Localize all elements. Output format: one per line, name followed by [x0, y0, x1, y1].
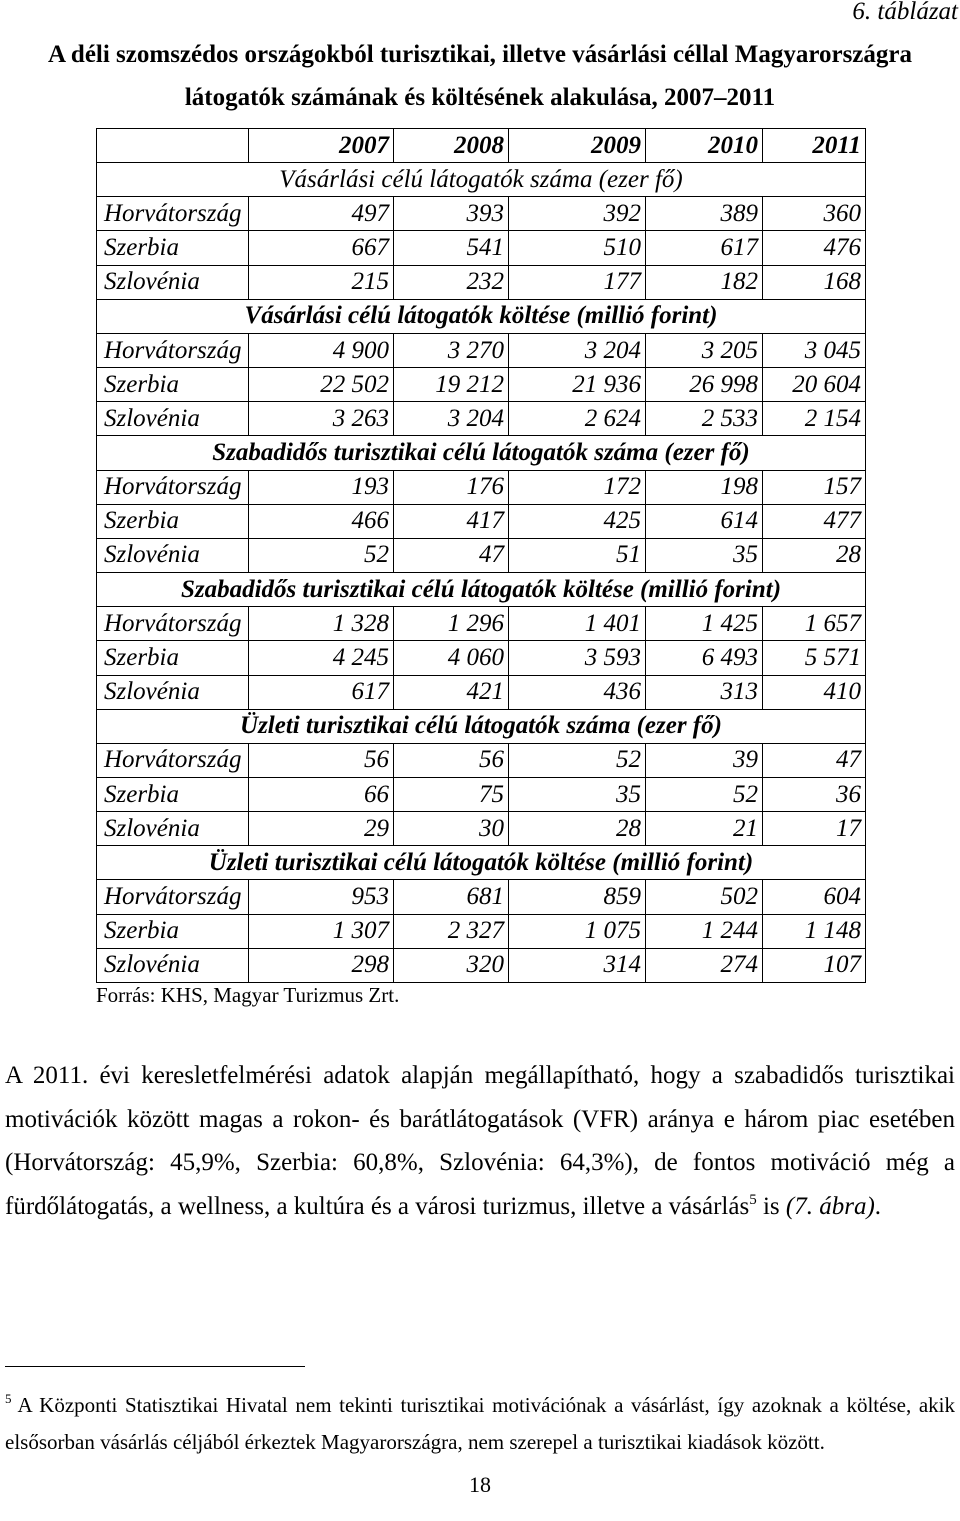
- value-cell: 3 270: [394, 333, 509, 367]
- value-cell: 2 624: [509, 402, 646, 436]
- year-header: 2009: [509, 129, 646, 163]
- section-title-row: [97, 163, 866, 197]
- value-cell: 604: [763, 880, 866, 914]
- value-cell: 193: [249, 470, 394, 504]
- footnote-reference: 5: [749, 1192, 757, 1209]
- table-row: [97, 641, 866, 675]
- value-cell: 313: [646, 675, 763, 709]
- body-paragraph: [5, 1054, 955, 1229]
- table-row: [97, 231, 866, 265]
- year-header: 2007: [249, 129, 394, 163]
- value-cell: 6 493: [646, 641, 763, 675]
- table-row: [97, 812, 866, 846]
- section-title: Üzleti turisztikai célú látogatók száma (ezer fő): [97, 709, 866, 743]
- value-cell: 107: [763, 948, 866, 982]
- value-cell: 29: [249, 812, 394, 846]
- section-title-row: [97, 573, 866, 607]
- section-title: Szabadidős turisztikai célú látogatók költése (millió forint): [97, 573, 866, 607]
- value-cell: 617: [646, 231, 763, 265]
- value-cell: 425: [509, 504, 646, 538]
- value-cell: 215: [249, 265, 394, 299]
- value-cell: 52: [509, 743, 646, 777]
- value-cell: 1 307: [249, 914, 394, 948]
- paragraph-line: [5, 1185, 955, 1229]
- country-cell: Horvátország: [97, 470, 249, 504]
- value-cell: 502: [646, 880, 763, 914]
- footnote-line: [5, 1387, 955, 1424]
- section-title: Vásárlási célú látogatók száma (ezer fő): [97, 163, 866, 197]
- value-cell: 298: [249, 948, 394, 982]
- value-cell: 360: [763, 197, 866, 231]
- value-cell: 389: [646, 197, 763, 231]
- statistics-table: [96, 128, 866, 983]
- value-cell: 3 204: [509, 333, 646, 367]
- footnote: [5, 1387, 955, 1461]
- value-cell: 3 263: [249, 402, 394, 436]
- paragraph-text: .: [874, 1193, 882, 1221]
- value-cell: 19 212: [394, 368, 509, 402]
- page-number: 18: [469, 1472, 491, 1497]
- value-cell: 436: [509, 675, 646, 709]
- value-cell: 168: [763, 265, 866, 299]
- footnote-marker: 5: [5, 1391, 12, 1406]
- value-cell: 1 148: [763, 914, 866, 948]
- country-cell: Horvátország: [97, 743, 249, 777]
- country-cell: Szlovénia: [97, 948, 249, 982]
- value-cell: 859: [509, 880, 646, 914]
- value-cell: 1 401: [509, 607, 646, 641]
- value-cell: 39: [646, 743, 763, 777]
- value-cell: 28: [509, 812, 646, 846]
- value-cell: 466: [249, 504, 394, 538]
- value-cell: 274: [646, 948, 763, 982]
- value-cell: 232: [394, 265, 509, 299]
- section-title-row: [97, 846, 866, 880]
- table-title-line: látogatók számának és költésének alakulása, 2007–2011: [184, 84, 776, 111]
- table-row: [97, 504, 866, 538]
- value-cell: 410: [763, 675, 866, 709]
- table-row: [97, 470, 866, 504]
- table-row: [97, 948, 866, 982]
- table-row: [97, 777, 866, 811]
- country-cell: Szerbia: [97, 641, 249, 675]
- paragraph-line: motivációk között magas a rokon- és barátlátogatások (VFR) aránya e három piac esetében: [5, 1105, 955, 1133]
- country-cell: Horvátország: [97, 607, 249, 641]
- value-cell: 4 060: [394, 641, 509, 675]
- section-title-row: [97, 299, 866, 333]
- country-cell: Szlovénia: [97, 812, 249, 846]
- value-cell: 35: [646, 538, 763, 572]
- value-cell: 36: [763, 777, 866, 811]
- value-cell: 17: [763, 812, 866, 846]
- table-number-label: 6. táblázat: [852, 0, 958, 25]
- value-cell: 52: [249, 538, 394, 572]
- paragraph-text: fürdőlátogatás, a wellness, a kultúra és a városi turizmus, illetve a vásárlás: [5, 1193, 750, 1221]
- country-cell: Horvátország: [97, 197, 249, 231]
- country-cell: Szlovénia: [97, 402, 249, 436]
- value-cell: 314: [509, 948, 646, 982]
- table-row: [97, 675, 866, 709]
- table-row: [97, 368, 866, 402]
- value-cell: 4 245: [249, 641, 394, 675]
- value-cell: 56: [249, 743, 394, 777]
- value-cell: 953: [249, 880, 394, 914]
- value-cell: 1 425: [646, 607, 763, 641]
- country-cell: Szerbia: [97, 504, 249, 538]
- value-cell: 1 244: [646, 914, 763, 948]
- table-title: [0, 33, 960, 119]
- value-cell: 2 327: [394, 914, 509, 948]
- section-title-row: [97, 709, 866, 743]
- value-cell: 477: [763, 504, 866, 538]
- value-cell: 3 205: [646, 333, 763, 367]
- value-cell: 2 154: [763, 402, 866, 436]
- country-cell: Horvátország: [97, 333, 249, 367]
- value-cell: 667: [249, 231, 394, 265]
- table-title-line: A déli szomszédos országokból turisztikai, illetve vásárlási céllal Magyarországra: [47, 41, 912, 68]
- value-cell: 541: [394, 231, 509, 265]
- value-cell: 4 900: [249, 333, 394, 367]
- year-header: 2010: [646, 129, 763, 163]
- value-cell: 35: [509, 777, 646, 811]
- value-cell: 22 502: [249, 368, 394, 402]
- value-cell: 52: [646, 777, 763, 811]
- country-cell: Szerbia: [97, 368, 249, 402]
- value-cell: 614: [646, 504, 763, 538]
- table-row: [97, 880, 866, 914]
- country-cell: Szlovénia: [97, 538, 249, 572]
- value-cell: 392: [509, 197, 646, 231]
- value-cell: 1 296: [394, 607, 509, 641]
- year-header: 2008: [394, 129, 509, 163]
- value-cell: 157: [763, 470, 866, 504]
- year-header: 2011: [763, 129, 866, 163]
- table-row: [97, 333, 866, 367]
- value-cell: 681: [394, 880, 509, 914]
- value-cell: 3 045: [763, 333, 866, 367]
- value-cell: 2 533: [646, 402, 763, 436]
- value-cell: 56: [394, 743, 509, 777]
- figure-reference: (7. ábra): [785, 1193, 875, 1221]
- value-cell: 176: [394, 470, 509, 504]
- country-cell: Szlovénia: [97, 265, 249, 299]
- paragraph-line: (Horvátország: 45,9%, Szerbia: 60,8%, Szlovénia: 64,3%), de fontos motiváció még a: [5, 1149, 955, 1177]
- value-cell: 182: [646, 265, 763, 299]
- section-title: Vásárlási célú látogatók költése (millió forint): [97, 299, 866, 333]
- value-cell: 172: [509, 470, 646, 504]
- value-cell: 26 998: [646, 368, 763, 402]
- section-title-row: [97, 436, 866, 470]
- footnote-text: A Központi Statisztikai Hivatal nem tekinti turisztikai motivációnak a vásárlást, így azoknak a költése, akik: [17, 1393, 955, 1417]
- value-cell: 3 593: [509, 641, 646, 675]
- table-row: [97, 265, 866, 299]
- table-row: [97, 743, 866, 777]
- value-cell: 393: [394, 197, 509, 231]
- table-row: [97, 402, 866, 436]
- value-cell: 47: [763, 743, 866, 777]
- country-cell: Szerbia: [97, 914, 249, 948]
- section-title: Üzleti turisztikai célú látogatók költése (millió forint): [97, 846, 866, 880]
- country-cell: Szerbia: [97, 777, 249, 811]
- value-cell: 617: [249, 675, 394, 709]
- paragraph-text: is: [756, 1193, 786, 1221]
- table-row: [97, 197, 866, 231]
- value-cell: 417: [394, 504, 509, 538]
- value-cell: 28: [763, 538, 866, 572]
- table-row: [97, 538, 866, 572]
- value-cell: 21 936: [509, 368, 646, 402]
- section-title: Szabadidős turisztikai célú látogatók száma (ezer fő): [97, 436, 866, 470]
- value-cell: 3 204: [394, 402, 509, 436]
- value-cell: 177: [509, 265, 646, 299]
- header-corner-cell: [97, 129, 249, 163]
- value-cell: 5 571: [763, 641, 866, 675]
- value-cell: 1 328: [249, 607, 394, 641]
- country-cell: Szlovénia: [97, 675, 249, 709]
- value-cell: 497: [249, 197, 394, 231]
- value-cell: 320: [394, 948, 509, 982]
- source-note: Forrás: KHS, Magyar Turizmus Zrt.: [96, 983, 400, 1007]
- value-cell: 198: [646, 470, 763, 504]
- paragraph-line: A 2011. évi keresletfelmérési adatok alapján megállapítható, hogy a szabadidős turisztikai: [5, 1062, 955, 1089]
- value-cell: 47: [394, 538, 509, 572]
- country-cell: Szerbia: [97, 231, 249, 265]
- value-cell: 66: [249, 777, 394, 811]
- value-cell: 1 075: [509, 914, 646, 948]
- table-row: [97, 914, 866, 948]
- table-header-row: [97, 129, 866, 163]
- value-cell: 476: [763, 231, 866, 265]
- value-cell: 20 604: [763, 368, 866, 402]
- statistics-table-body: [97, 129, 866, 983]
- footnote-line: elsősorban vásárlás céljából érkeztek Magyarországra, nem szerepel a turisztikai kiadások között.: [5, 1430, 825, 1454]
- table-row: [97, 607, 866, 641]
- value-cell: 51: [509, 538, 646, 572]
- value-cell: 1 657: [763, 607, 866, 641]
- country-cell: Horvátország: [97, 880, 249, 914]
- value-cell: 75: [394, 777, 509, 811]
- value-cell: 510: [509, 231, 646, 265]
- value-cell: 421: [394, 675, 509, 709]
- value-cell: 30: [394, 812, 509, 846]
- footnote-separator: [5, 1366, 305, 1367]
- value-cell: 21: [646, 812, 763, 846]
